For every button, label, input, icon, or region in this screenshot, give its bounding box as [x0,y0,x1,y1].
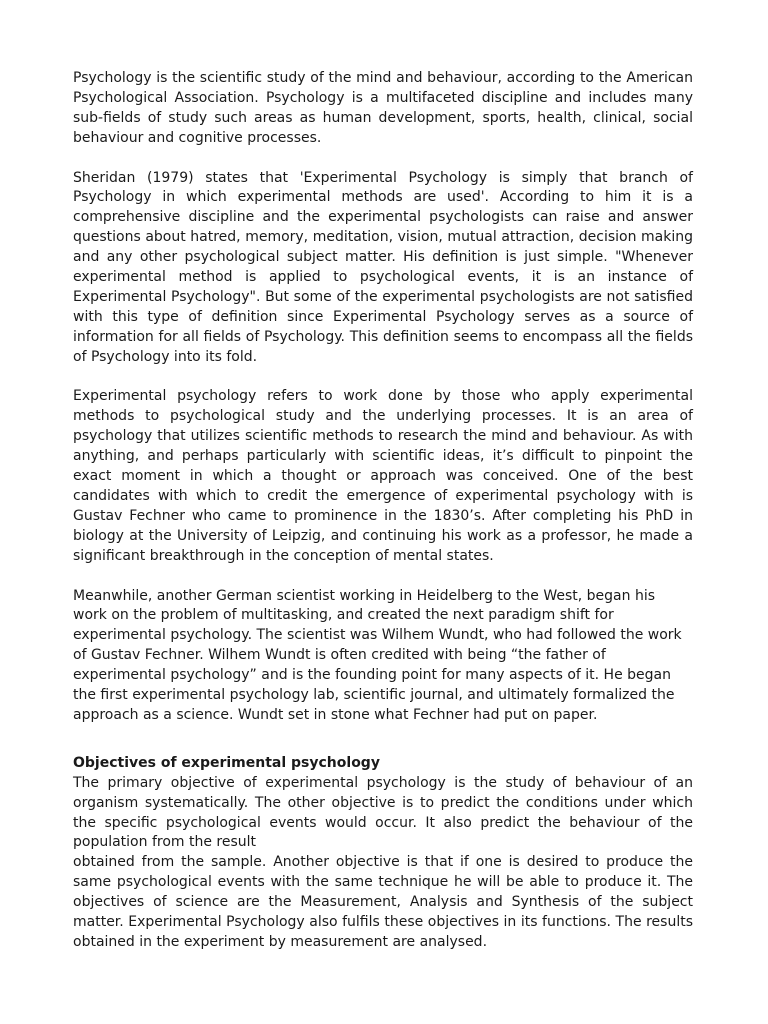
section-heading-objectives: Objectives of experimental psychology [73,754,380,771]
paragraph-wundt: Meanwhile, another German scientist working in Heidelberg to the West, began his work on the problem of multitasking, and created the next paradigm shift for experimental psychology. The scientist was Wilhem Wundt, who had followed the work of Gustav Fechner. Wilhem Wundt is often credited with being “the father of experimental psychology” and is the founding point for many aspects of it. He began the first experimental psychology lab, scientific journal, and ultimately formalized the approach as a science. Wundt set in stone what Fechner had put on paper. [73,587,682,723]
paragraph-objectives-part2: obtained from the sample. Another objective is that if one is desired to produce the same psychological events with the same technique he will be able to produce it. The objectives of science are the Measurement, Analysis and Synthesis of the subject matter. Experimental Psychology also fulfils these objectives in its functions. The results obtained in the experiment by measurement are analysed. [73,854,693,951]
paragraph-experimental-psychology: Experimental psychology refers to work done by those who apply experimental methods to psychological study and the underlying processes. It is an area of psychology that utilizes scientific methods to research the mind and behaviour. As with anything, and perhaps particularly with scientific ideas, it’s difficult to pinpoint the exact moment in which a thought or approach was conceived. One of the best candidates with which to credit the emergence of experimental psychology with is Gustav Fechner who came to prominence in the 1830’s. After completing his PhD in biology at the University of Leipzig, and continuing his work as a professor, he made a significant breakthrough in the conception of mental states. [73,388,693,564]
paragraph-objectives-part1: The primary objective of experimental psychology is the study of behaviour of an organism systematically. The other objective is to predict the conditions under which the specific psychological events would occur. It also predict the behaviour of the population from the result [73,774,693,851]
paragraph-sheridan-definition: Sheridan (1979) states that 'Experimental Psychology is simply that branch of Psychology in which experimental methods are used'. According to him it is a comprehensive discipline and the experimental psychologists can raise and answer questions about hatred, memory, meditation, vision, mutual attraction, decision making and any other psychological subject matter. His definition is just simple. "Whenever experimental method is applied to psychological events, it is an instance of Experimental Psychology". But some of the experimental psychologists are not satisfied with this type of definition since Experimental Psychology serves as a source of information for all fields of Psychology. This definition seems to encompass all the fields of Psychology into its fold. [73,169,693,365]
paragraph-intro: Psychology is the scientific study of the mind and behaviour, according to the American Psychological Association. Psychology is a multifaceted discipline and includes many sub-fields of study such areas as human development, sports, health, clinical, social behaviour and cognitive processes. [73,70,693,146]
document-page [73,69,693,953]
